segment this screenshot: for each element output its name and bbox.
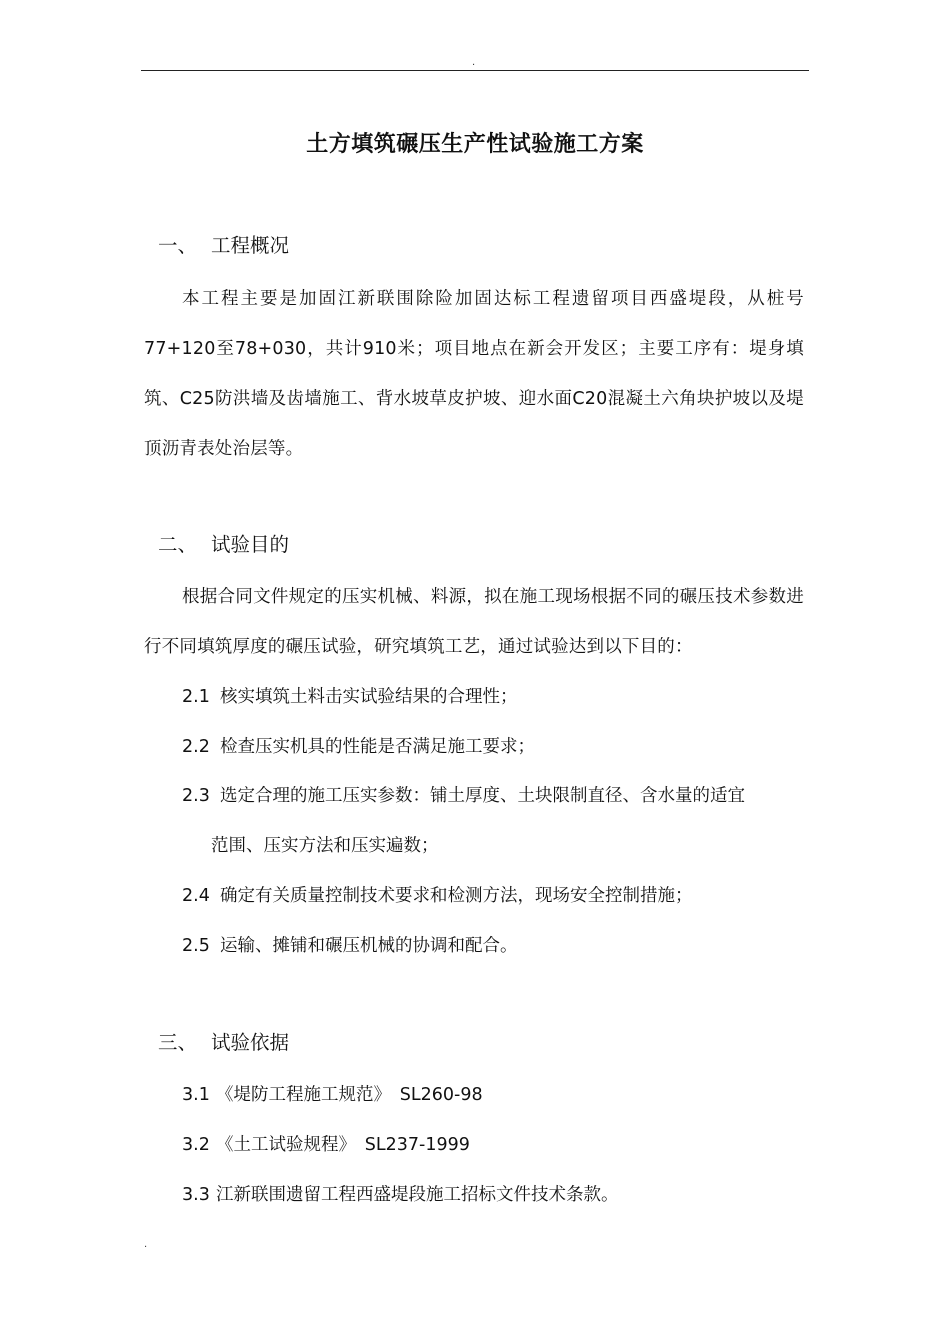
list-item-number: 3.1: [182, 1085, 210, 1105]
list-item: [182, 1180, 619, 1210]
list-item: [182, 1080, 483, 1110]
list-item: [182, 1130, 470, 1160]
section-3-title: 试验依据: [211, 1031, 290, 1054]
section-1-number: 一、: [158, 234, 198, 257]
document-title: 土方填筑碾压生产性试验施工方案: [306, 132, 644, 157]
list-item-number: 2.3: [182, 786, 210, 806]
list-item-number: 3.2: [182, 1135, 210, 1155]
section-1-paragraph: 本工程主要是加固江新联围除险加固达标工程遗留项目西盛堤段，从桩号77+120至78+030，共计910米；项目地点在新会开发区；主要工序有：堤身填筑、C25防洪墙及齿墙施工、背水坡草皮护坡、迎水面C20混凝土六角块护坡以及堤顶沥青表处治层等。: [144, 289, 804, 459]
section-3-heading: [158, 1028, 289, 1058]
list-item-number: 2.1: [182, 687, 210, 707]
list-item-text: 《堤防工程施工规范》 SL260-98: [216, 1085, 483, 1105]
list-item-text: 选定合理的施工压实参数：铺土厚度、土块限制直径、含水量的适宜: [220, 786, 745, 806]
list-item: [182, 931, 518, 961]
footer-mark: .: [144, 1239, 148, 1250]
list-item: [182, 781, 745, 811]
section-1-title: 工程概况: [211, 234, 290, 257]
list-item-number: 2.4: [182, 886, 210, 906]
list-item-text: 核实填筑土料击实试验结果的合理性；: [220, 687, 518, 707]
list-item: [182, 732, 535, 762]
list-item-text: 《土工试验规程》 SL237-1999: [216, 1135, 470, 1155]
section-2-paragraph: 根据合同文件规定的压实机械、料源，拟在施工现场根据不同的碾压技术参数进行不同填筑厚度的碾压试验，研究填筑工艺，通过试验达到以下目的：: [144, 587, 804, 657]
list-item-text: 确定有关质量控制技术要求和检测方法，现场安全控制措施；: [220, 886, 693, 906]
header-rule: [141, 70, 809, 71]
list-item: [182, 881, 693, 911]
list-item-text: 检查压实机具的性能是否满足施工要求；: [220, 737, 535, 757]
section-2-title: 试验目的: [211, 533, 290, 556]
list-item-number: 3.3: [182, 1185, 210, 1205]
section-1-heading: [158, 231, 289, 261]
list-item-text: 江新联围遗留工程西盛堤段施工招标文件技术条款。: [216, 1185, 619, 1205]
list-item-continuation: 范围、压实方法和压实遍数；: [211, 836, 439, 856]
list-item-text: 运输、摊铺和碾压机械的协调和配合。: [220, 936, 518, 956]
section-3-number: 三、: [158, 1031, 198, 1054]
section-2-number: 二、: [158, 533, 198, 556]
header-mark: .: [472, 57, 476, 68]
list-item-number: 2.2: [182, 737, 210, 757]
section-2-heading: [158, 530, 289, 560]
list-item: [182, 682, 518, 712]
list-item-number: 2.5: [182, 936, 210, 956]
